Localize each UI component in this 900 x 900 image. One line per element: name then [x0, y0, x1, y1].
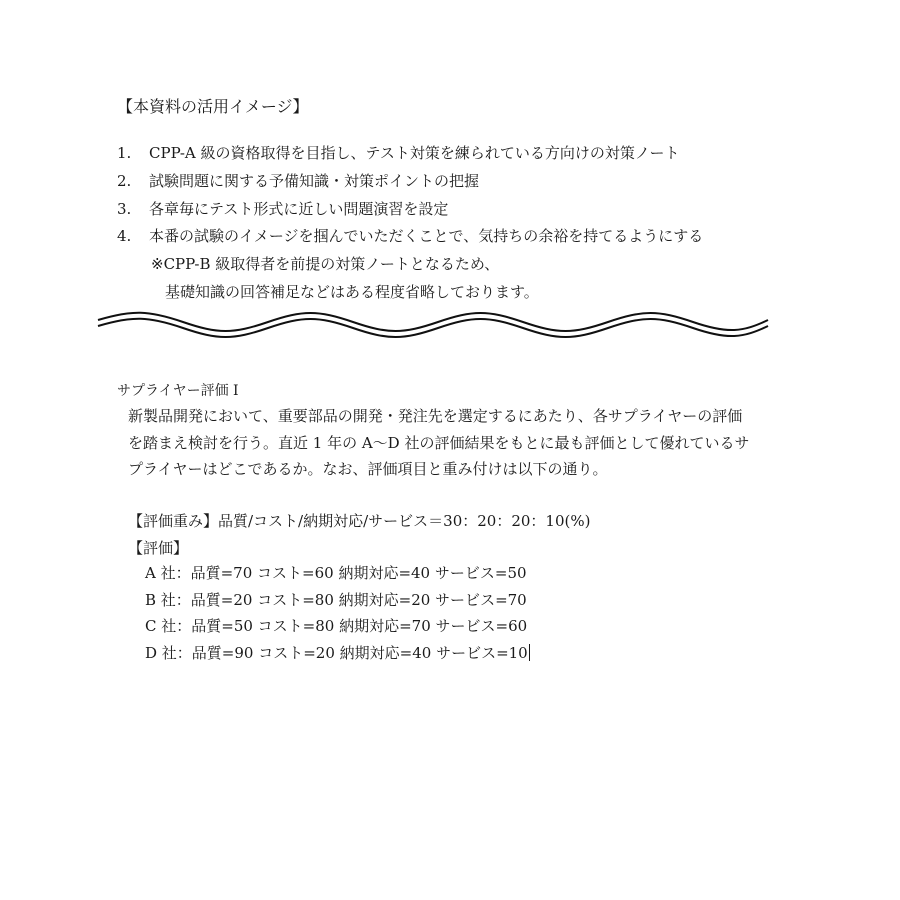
evaluation-row-text: D 社：品質=90 コスト=20 納期対応=40 サービス=10 — [145, 644, 528, 662]
evaluation-heading: 【評価】 — [128, 539, 189, 557]
question-title: サプライヤー評価 I — [117, 383, 239, 399]
list-text: 各章毎にテスト形式に近しい問題演習を設定 — [149, 200, 449, 218]
list-number: 4. — [117, 227, 132, 245]
list-number: 3. — [117, 200, 132, 218]
question-paragraph-line: プライヤーはどこであるか。なお、評価項目と重み付けは以下の通り。 — [128, 460, 608, 478]
evaluation-row-a: A 社：品質=70 コスト=60 納期対応=40 サービス=50 — [145, 564, 527, 582]
question-paragraph-line: 新製品開発において、重要部品の開発・発注先を選定するにあたり、各サプライヤーの評価 — [128, 407, 743, 425]
wavy-divider — [96, 308, 776, 348]
list-number: 1. — [117, 144, 132, 162]
evaluation-row-b: B 社：品質=20 コスト=80 納期対応=20 サービス=70 — [145, 591, 527, 609]
intro-list-item — [117, 143, 679, 163]
intro-note-line: 基礎知識の回答補足などはある程度省略しております。 — [165, 283, 539, 301]
intro-list-item — [117, 171, 479, 191]
evaluation-row-d — [145, 643, 530, 663]
intro-list-item — [117, 199, 448, 219]
intro-note-line: ※CPP-B 級取得者を前提の対策ノートとなるため、 — [151, 255, 500, 273]
list-text: 試験問題に関する予備知識・対策ポイントの把握 — [149, 172, 480, 190]
intro-list-item — [117, 226, 703, 246]
evaluation-weights: 【評価重み】品質/コスト/納期対応/サービス＝30：20：20：10(%) — [128, 512, 591, 530]
text-cursor — [529, 644, 530, 661]
list-text: 本番の試験のイメージを掴んでいただくことで、気持ちの余裕を持てるようにする — [149, 227, 704, 245]
question-paragraph-line: を踏まえ検討を行う。直近 1 年の A～D 社の評価結果をもとに最も評価として優れているサ — [128, 434, 750, 452]
list-text: CPP-A 級の資格取得を目指し、テスト対策を練られている方向けの対策ノート — [149, 144, 680, 162]
evaluation-row-c: C 社：品質=50 コスト=80 納期対応=70 サービス=60 — [145, 617, 528, 635]
intro-heading: 【本資料の活用イメージ】 — [117, 97, 309, 116]
list-number: 2. — [117, 172, 132, 190]
